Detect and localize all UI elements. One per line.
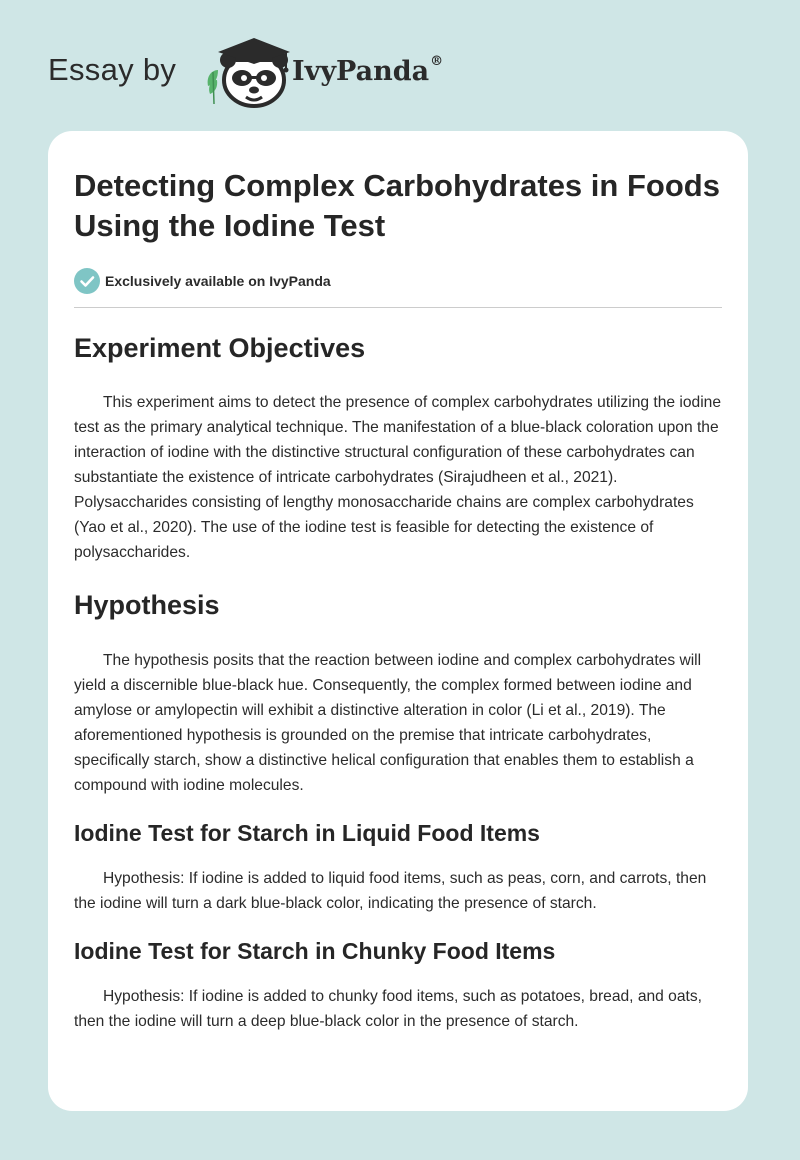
section-paragraph: This experiment aims to detect the presence of complex carbohydrates utilizing the iodine test as the primary analytical technique. The manifestation of a blue-black coloration upon the interaction of iodine with the distinctive structural configuration of these carbohydrates can substantiate the existence of intricate carbohydrates (Sirajudheen et al., 2021). Polysaccharides consisting of lengthy monosaccharide chains are complex carbohydrates (Yao et al., 2020). The use of the iodine test is feasible for detecting the existence of polysaccharides. [74,394,722,561]
section-paragraph: The hypothesis posits that the reaction between iodine and complex carbohydrates will yield a discernible blue-black hue. Consequently, the complex formed between iodine and amylose or amylopectin will exhibit a distinctive alteration in color (Li et al., 2019). The aforementioned hypothesis is grounded on the premise that intricate carbohydrates, specifically starch, show a distinctive helical configuration that enables them to establish a compound with iodine molecules. [74,652,702,794]
brand-header[interactable] [48,34,468,110]
page-title: Detecting Complex Carbohydrates in Foods Using the Iodine Test [74,168,720,243]
check-circle-icon [74,268,100,294]
section-paragraph: Hypothesis: If iodine is added to liquid food items, such as peas, corn, and carrots, then the iodine will turn a dark blue-black color, indicating the presence of starch. [74,870,707,912]
section-chunky-food-items [74,937,722,1034]
section-heading: Experiment Objectives [74,333,366,363]
section-experiment-objectives [74,332,722,565]
section-heading: Hypothesis [74,590,220,620]
essay-card [48,131,748,1111]
exclusive-badge [74,268,722,294]
section-liquid-food-items [74,819,722,916]
badge-text: Exclusively available on IvyPanda [105,273,331,289]
brand-prefix: Essay by [48,52,177,87]
divider [74,307,722,308]
section-hypothesis [74,589,722,798]
subsection-heading: Iodine Test for Starch in Chunky Food Items [74,938,556,964]
panda-logo-icon [204,34,294,110]
subsection-heading: Iodine Test for Starch in Liquid Food Items [74,820,540,846]
brand-name: IvyPanda® [292,54,444,87]
section-paragraph: Hypothesis: If iodine is added to chunky food items, such as potatoes, bread, and oats, then the iodine will turn a deep blue-black color in the presence of starch. [74,988,702,1030]
